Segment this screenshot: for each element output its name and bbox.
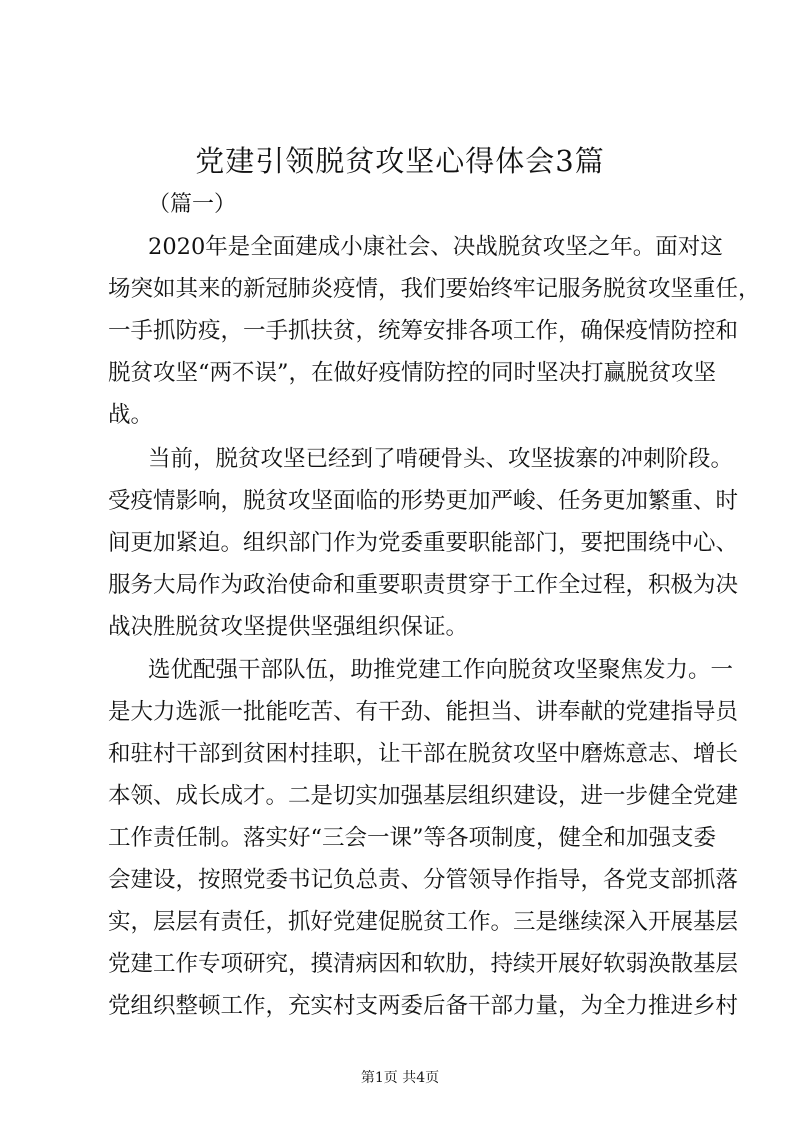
text-line: 是大力选派一批能吃苦、有干劲、能担当、讲奉献的党建指导员 [108, 699, 739, 725]
text-line: 受疫情影响，脱贫攻坚面临的形势更加严峻、任务更加繁重、时 [108, 488, 739, 514]
text-line: 工作责任制。落实好“三会一课”等各项制度，健全和加强支委 [108, 825, 717, 851]
text-line: 2020年是全面建成小康社会、决战脱贫攻坚之年。面对这 [148, 234, 723, 260]
text-line: 场突如其来的新冠肺炎疫情，我们要始终牢记服务脱贫攻坚重任， [108, 276, 761, 302]
document-title: 党建引领脱贫攻坚心得体会3篇 [195, 144, 605, 178]
text-line: 本领、成长成才。二是切实加强基层组织建设，进一步健全党建 [108, 783, 739, 809]
text-line: 战。 [108, 402, 154, 428]
text-line: 脱贫攻坚“两不误”，在做好疫情防控的同时坚决打赢脱贫攻坚 [108, 360, 717, 386]
text-line: 一手抓防疫，一手抓扶贫，统筹安排各项工作，确保疫情防控和 [108, 318, 739, 344]
text-line: 实，层层有责任，抓好党建促脱贫工作。三是继续深入开展基层 [108, 909, 739, 935]
text-line: 服务大局作为政治使命和重要职责贯穿于工作全过程，积极为决 [108, 572, 739, 598]
text-line: 党建工作专项研究，摸清病因和软肋，持续开展好软弱涣散基层 [108, 951, 739, 977]
text-line: 当前，脱贫攻坚已经到了啃硬骨头、攻坚拔寨的冲刺阶段。 [148, 446, 734, 472]
text-line: 和驻村干部到贫困村挂职，让干部在脱贫攻坚中磨炼意志、增长 [108, 741, 739, 767]
text-line: 战决胜脱贫攻坚提供坚强组织保证。 [108, 614, 469, 640]
text-line: 党组织整顿工作，充实村支两委后备干部力量，为全力推进乡村 [108, 993, 739, 1019]
page-footer: 第1页 共4页 [360, 1070, 440, 1086]
text-line: 选优配强干部队伍，助推党建工作向脱贫攻坚聚焦发力。一 [148, 657, 734, 683]
section-label: （篇一） [148, 192, 237, 217]
text-line: 会建设，按照党委书记负总责、分管领导作指导，各党支部抓落 [108, 867, 739, 893]
text-line: 间更加紧迫。组织部门作为党委重要职能部门，要把围绕中心、 [108, 530, 739, 556]
